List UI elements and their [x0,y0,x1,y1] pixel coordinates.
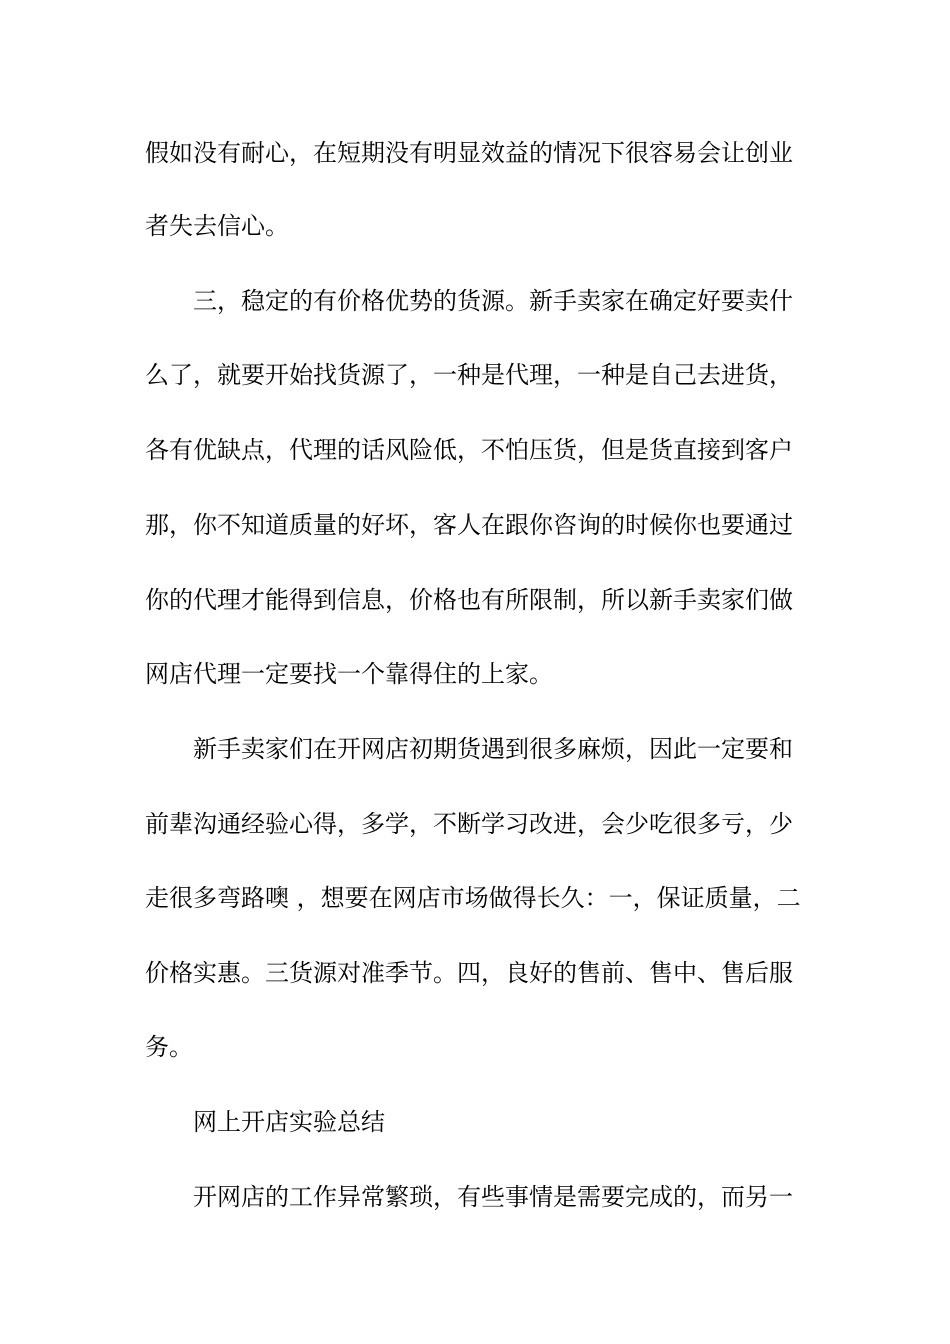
text-line-5: 各有优缺点，代理的话风险低，不怕压货，但是货直接到客户 [145,436,793,464]
text-line-7: 你的代理才能得到信息，价格也有所限制，所以新手卖家们做 [145,586,793,614]
section-heading: 网上开店实验总结 [193,1108,385,1136]
text-line-15: 开网店的工作异常繁琐，有些事情是需要完成的，而另一 [193,1183,793,1211]
text-line-4: 么了，就要开始找货源了，一种是代理，一种是自己去进货， [145,361,793,389]
text-line-2: 者失去信心。 [145,212,289,240]
text-line-8: 网店代理一定要找一个靠得住的上家。 [145,660,553,688]
text-line-9: 新手卖家们在开网店初期货遇到很多麻烦，因此一定要和 [193,735,793,763]
text-line-13: 务。 [145,1033,193,1061]
text-line-3: 三，稳定的有价格优势的货源。新手卖家在确定好要卖什 [193,287,793,315]
text-line-11: 走很多弯路噢 ，想要在网店市场做得长久：一，保证质量，二 [145,884,801,912]
text-line-12: 价格实惠。三货源对准季节。四，良好的售前、售中、售后服 [145,959,793,987]
text-line-1: 假如没有耐心，在短期没有明显效益的情况下很容易会让创业 [145,139,793,167]
text-line-6: 那，你不知道质量的好坏，客人在跟你咨询的时候你也要通过 [145,511,793,539]
text-line-10: 前辈沟通经验心得，多学，不断学习改进，会少吃很多亏，少 [145,810,793,838]
